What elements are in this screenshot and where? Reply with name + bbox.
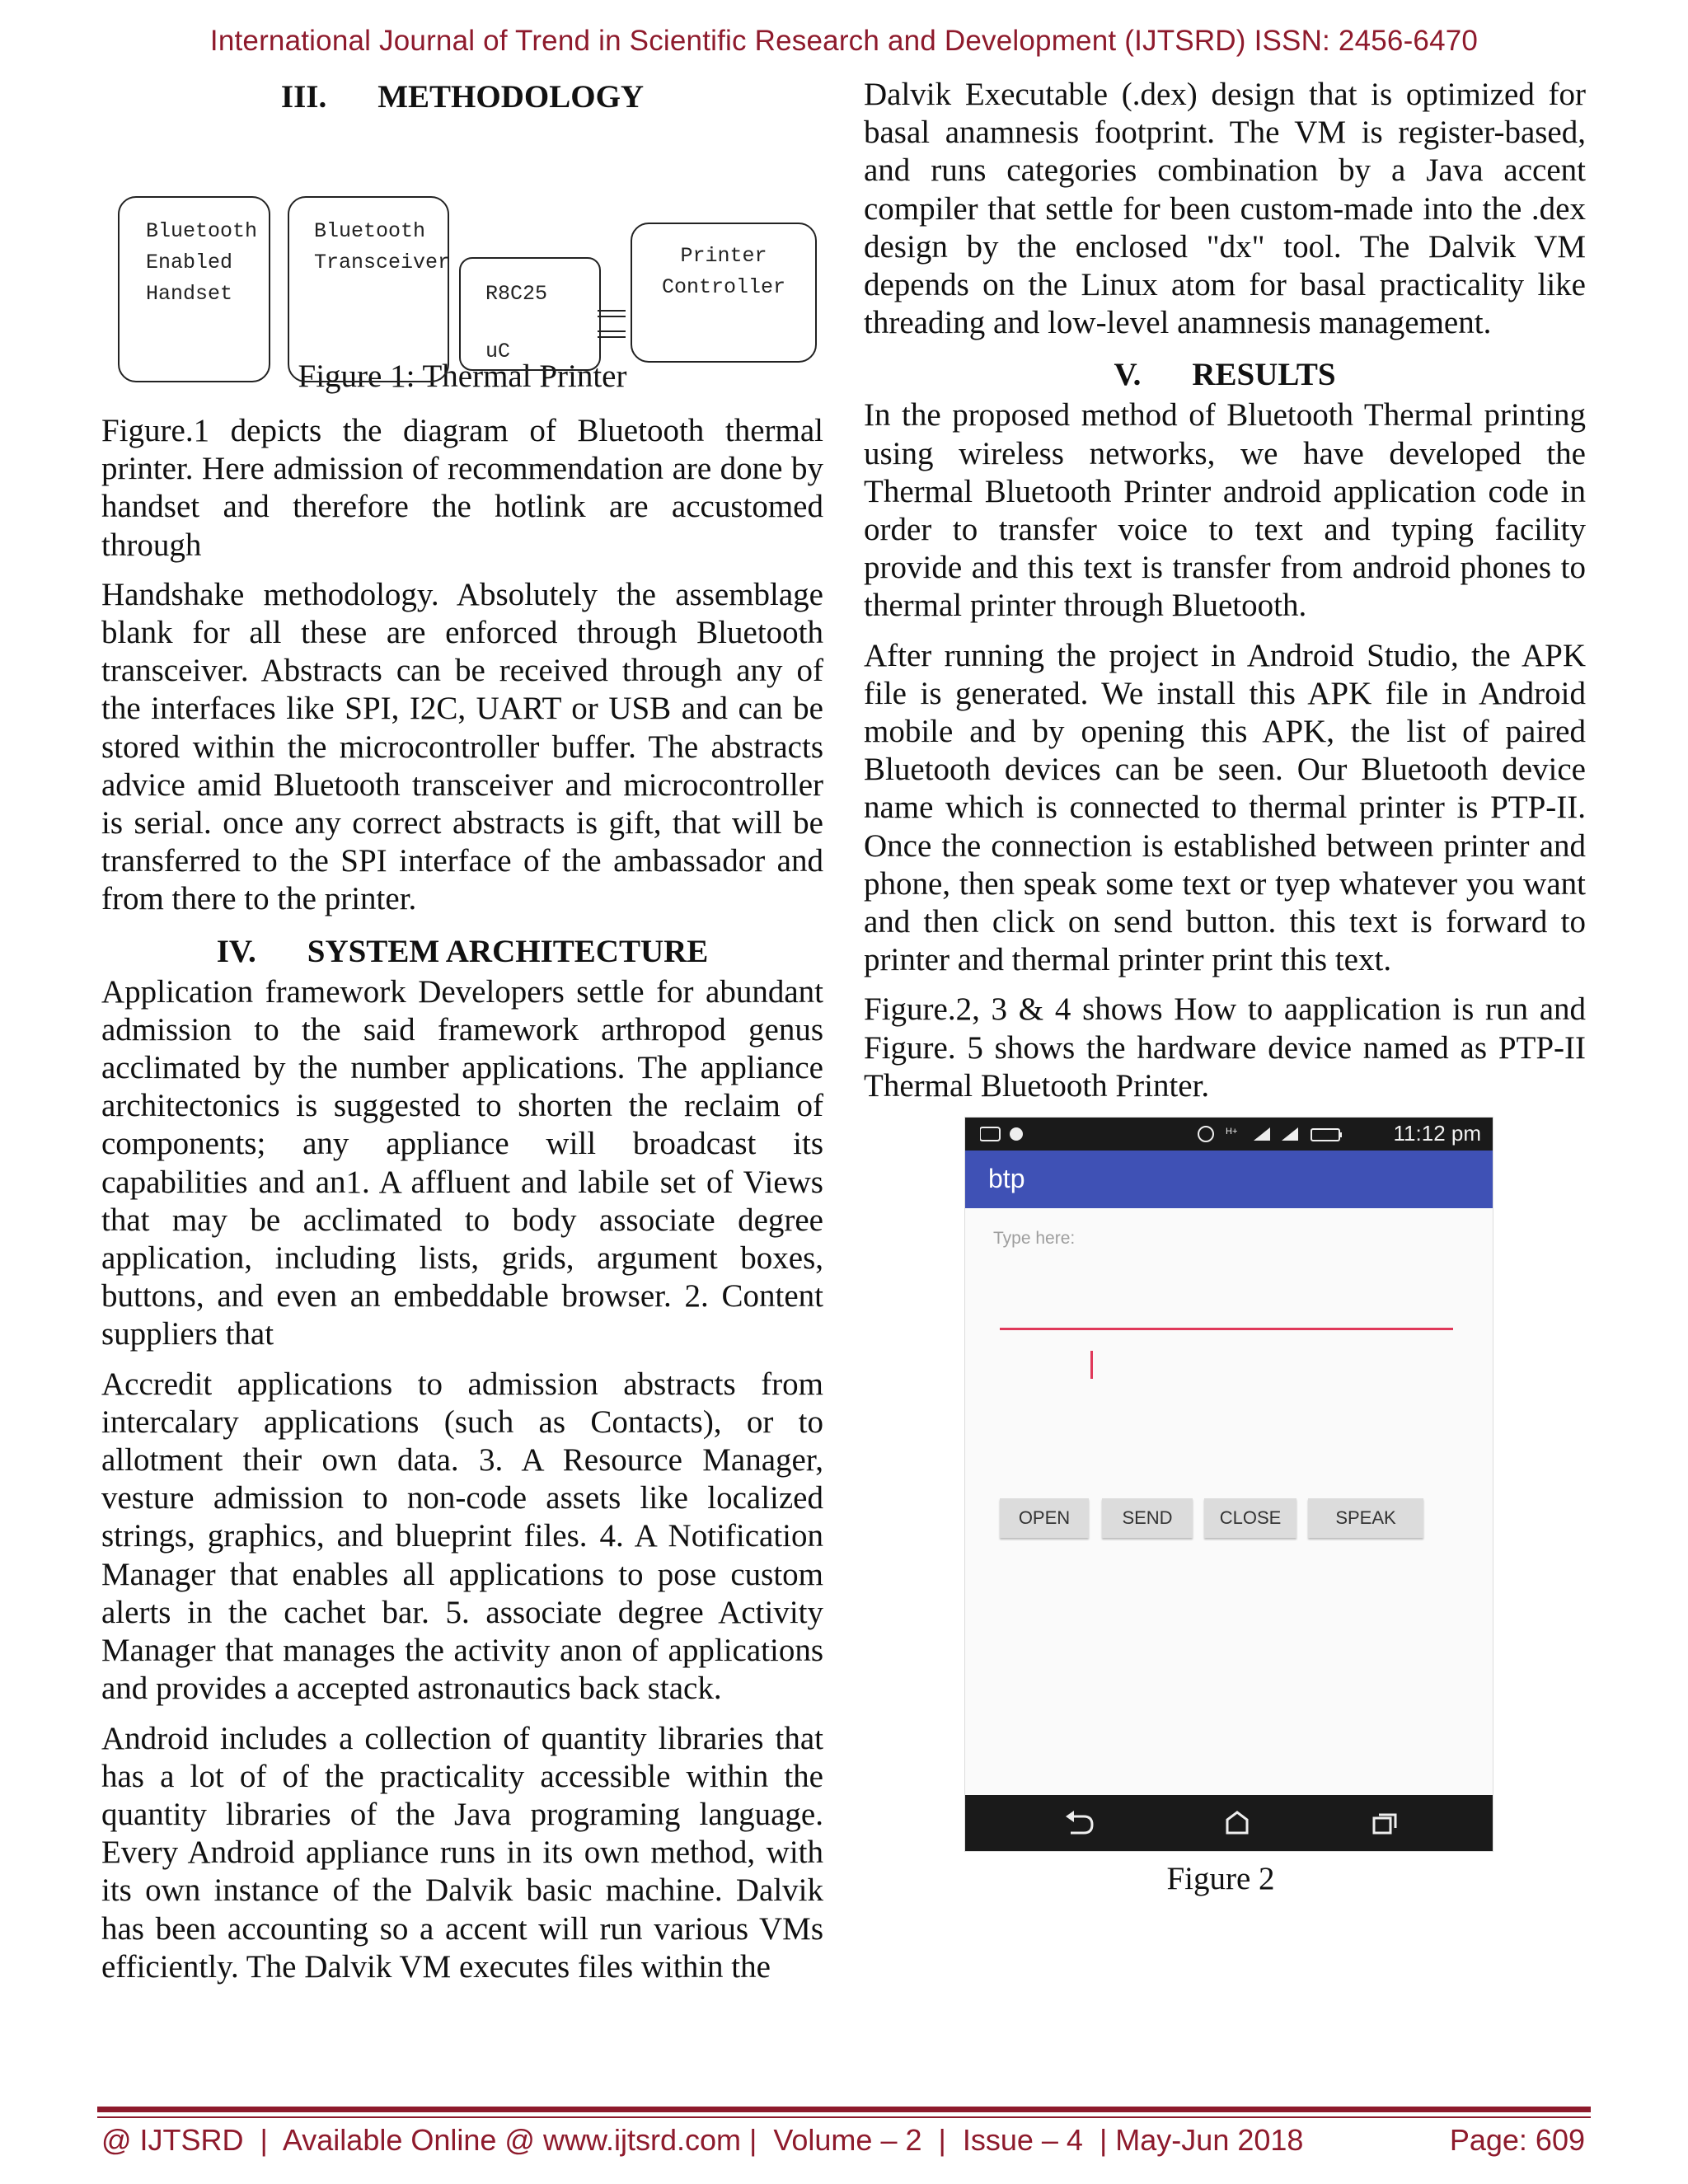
architecture-heading (101, 930, 823, 973)
app-title: btp (988, 1164, 1025, 1194)
chat-icon (1010, 1127, 1023, 1141)
close-button[interactable]: CLOSE (1204, 1498, 1296, 1538)
paragraph: Handshake methodology. Absolutely the assemblage blank for all these are enforced through Bluetooth transceiver. Abstracts can be received through any of the interfaces like SPI, I2C, UART or USB and can be stored within the microcontroller buffer. The abstracts advice amid Bluetooth transceiver and microcontroller is serial. once any correct abstracts is gift, that will be transferred to the SPI interface of the ambassador and from there to the printer. (101, 576, 823, 917)
status-time: 11:12 pm (1393, 1121, 1481, 1146)
navigation-bar (965, 1795, 1493, 1851)
paragraph: In the proposed method of Bluetooth Thermal printing using wireless networks, we have developed the Thermal Bluetooth Printer android application code in order to transfer voice to text and typing facility provide and this text is transfer from android phones to thermal printer through Bluetooth. (864, 397, 1586, 624)
uc-label-1: R8C25 (485, 282, 548, 306)
printer-controller-block (631, 223, 817, 363)
results-title: RESULTS (1192, 357, 1336, 393)
status-icons (1196, 1124, 1369, 1144)
transceiver-label-1: Bluetooth (314, 219, 426, 243)
printer-label-2: Controller (661, 275, 786, 299)
alarm-icon (1198, 1127, 1213, 1141)
architecture-title: SYSTEM ARCHITECTURE (307, 933, 709, 969)
paragraph: Application framework Developers settle for abundant admission to the said framework arthropod genus acclimated by the number applications. The appliance architectonics is suggested to shorten the reclaim of components; any appliance will broadcast its capabilities and an1. A affluent and labile set of Views that may be acclimated to body associate degree application, including lists, grids, argument boxes, buttons, and even an embeddable browser. 2. Content suppliers that (101, 973, 823, 1352)
battery-icon (1311, 1129, 1339, 1141)
paragraph: Dalvik Executable (.dex) design that is optimized for basal anamnesis footprint. The VM is register-based, and runs categories combination by a Java accent compiler that settle for been custom-made into the .dex design by the enclosed "dx" tool. The Dalvik VM depends on the Linux atom for basal practicality like threading and low-level anamnesis management. (864, 77, 1586, 341)
footer-rule (97, 2107, 1591, 2112)
transceiver-label-2: Transceiver (314, 251, 451, 274)
paragraph: After running the project in Android Studio, the APK file is generated. We install this APK file in Android mobile and by opening this APK, the list of paired Bluetooth devices can be seen. Our Bluetooth device name which is connected to thermal printer is PTP-II. Once the connection is established between printer and phone, then speak some text or tyep whatever you want and then click on send button. this text is forward to printer and thermal printer print this text. (864, 637, 1586, 978)
right-column (864, 76, 1586, 1915)
transceiver-block (288, 196, 449, 382)
results-number: V. (1114, 357, 1142, 393)
signal-1-icon (1254, 1127, 1270, 1141)
open-button[interactable]: OPEN (1000, 1498, 1089, 1538)
signal-2-icon (1282, 1127, 1298, 1141)
figure-2-caption: Figure 2 (1166, 1861, 1275, 1897)
results-heading (864, 354, 1586, 396)
footer-text: @ IJTSRD | Available Online @ www.ijtsrd.com | Volume – 2 | Issue – 4 | May-Jun 2018 (101, 2123, 1304, 2157)
paragraph: Android includes a collection of quantity libraries that has a lot of of the practicality accessible within the quantity libraries of the Java programing language. Every Android appliance runs in its own method, with its own instance of the Dalvik basic machine. Dalvik has been accounting so a accent will run various VMs efficiently. The Dalvik VM executes files within the (101, 1720, 823, 1985)
text-input[interactable] (990, 1229, 1451, 1377)
handset-label-3: Handset (146, 282, 233, 306)
methodology-heading (101, 76, 823, 119)
notification-icons (980, 1124, 1038, 1144)
uc-block (459, 257, 601, 371)
printer-label-1: Printer (680, 244, 767, 268)
handset-block (118, 196, 270, 382)
back-icon (1066, 1811, 1092, 1833)
page-footer (101, 2123, 1585, 2158)
message-icon (980, 1127, 1000, 1141)
speak-button[interactable]: SPEAK (1308, 1498, 1423, 1538)
journal-header: International Journal of Trend in Scientific Research and Development (IJTSRD) ISSN: 2456-6470 (209, 25, 1479, 57)
text-cursor (1090, 1351, 1093, 1379)
paragraph: Accredit applications to admission abstracts from intercalary applications (such as Contacts), or to allotment their own data. 3. A Resource Manager, vesture admission to non-code assets like localized strings, graphics, and blueprint files. 4. A Notification Manager that enables all applications to pose custom alerts in the cachet bar. 5. associate degree Activity Manager that manages the activity anon of applications and provides a accepted astronautics back stack. (101, 1366, 823, 1707)
status-bar (965, 1118, 1493, 1151)
methodology-number: III. (280, 79, 327, 115)
app-screenshot (964, 1117, 1493, 1852)
recent-apps-icon (1374, 1815, 1395, 1833)
app-bar (965, 1151, 1493, 1208)
architecture-number: IV. (216, 933, 256, 969)
paragraph: Figure.1 depicts the diagram of Bluetooth thermal printer. Here admission of recommendation are done by handset and therefore the hotlink are accustomed through (101, 413, 823, 563)
home-icon (1227, 1812, 1247, 1833)
page-number: Page: 609 (1449, 2123, 1585, 2157)
figure-1-caption: Figure 1: Thermal Printer (298, 359, 627, 394)
svg-text:H+: H+ (1226, 1127, 1238, 1137)
handset-label-2: Enabled (146, 251, 233, 274)
input-placeholder: Type here: (993, 1229, 1076, 1249)
paragraph: Figure.2, 3 & 4 shows How to aapplication is run and Figure. 5 shows the hardware device named as PTP-II Thermal Bluetooth Printer. (864, 991, 1586, 1104)
nav-icons (965, 1795, 1493, 1851)
block-diagram (101, 125, 823, 363)
input-underline (1000, 1328, 1453, 1330)
footer-rule-thin (97, 2116, 1591, 2118)
uc-label-2: uC (485, 340, 511, 363)
methodology-title: METHODOLOGY (377, 79, 645, 115)
send-button[interactable]: SEND (1102, 1498, 1193, 1538)
handset-label-1: Bluetooth (146, 219, 258, 243)
left-column (101, 76, 823, 1998)
